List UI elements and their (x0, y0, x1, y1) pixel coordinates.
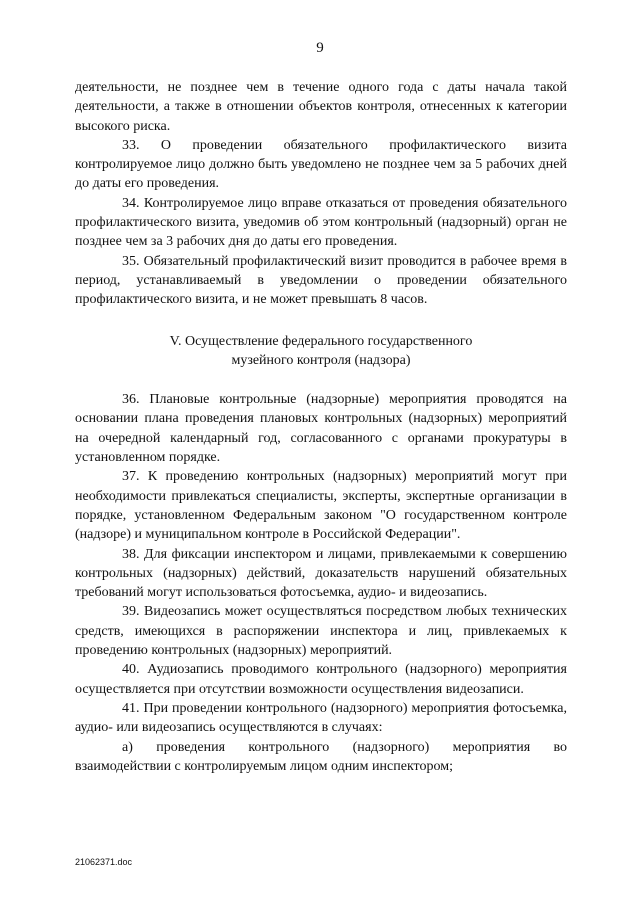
paragraph-41-item-a: а) проведения контрольного (надзорного) мероприятия во взаимодействии с контролируемым лицом одним инспектором; (75, 739, 567, 774)
file-name-footer: 21062371.doc (75, 857, 133, 867)
paragraph-38: 38. Для фиксации инспектором и лицами, привлекаемыми к совершению контрольных (надзорных) действий, доказательств нарушений обязательных требований могут использоваться фотосъемка, аудио- и видеозапись. (75, 546, 567, 601)
paragraph-37: 37. К проведению контрольных (надзорных) мероприятий могут при необходимости привлекаться специалисты, эксперты, экспертные организации в порядке, установленном Федеральным законом "О государственном контроле (надзоре) и муниципальном контроле в Российской Федерации". (75, 469, 567, 543)
paragraph-continuation: деятельности, не позднее чем в течение одного года с даты начала такой деятельности, а также в отношении объектов контроля, отнесенных к категории высокого риска. (75, 80, 567, 134)
section-heading (75, 332, 567, 371)
section-heading-line-2: музейного контроля (надзора) (231, 352, 411, 368)
paragraph-39: 39. Видеозапись может осуществляться посредством любых технических средств, имеющихся в распоряжении инспектора и лиц, привлекаемых к проведению контрольных (надзорных) мероприятий. (75, 604, 567, 659)
paragraph-33: 33. О проведении обязательного профилактического визита контролируемое лицо должно быть уведомлено не позднее чем за 5 рабочих дней до даты его проведения. (75, 137, 567, 192)
paragraph-40: 40. Аудиозапись проводимого контрольного (надзорного) мероприятия осуществляется при отсутствии возможности осуществления видеозаписи. (75, 662, 567, 697)
paragraph-36: 36. Плановые контрольные (надзорные) мероприятия проводятся на основании плана проведения плановых контрольных (надзорных) мероприятий на очередной календарный год, согласованного с органами прокуратуры в установленном порядке. (75, 392, 567, 466)
paragraph-34: 34. Контролируемое лицо вправе отказаться от проведения обязательного профилактического визита, уведомив об этом контрольный (надзорный) орган не позднее чем за 3 рабочих дня до даты его проведения. (75, 195, 567, 250)
page-number: 9 (316, 40, 324, 56)
document-body (75, 78, 567, 776)
paragraph-35: 35. Обязательный профилактический визит проводится в рабочее время в период, устанавливаемый в уведомлении о проведении обязательного профилактического визита, и не может превышать 8 часов. (75, 253, 567, 308)
paragraph-41: 41. При проведении контрольного (надзорного) мероприятия фотосъемка, аудио- или видеозапись осуществляются в случаях: (75, 700, 567, 736)
section-heading-line-1: V. Осуществление федерального государственного (169, 333, 473, 349)
